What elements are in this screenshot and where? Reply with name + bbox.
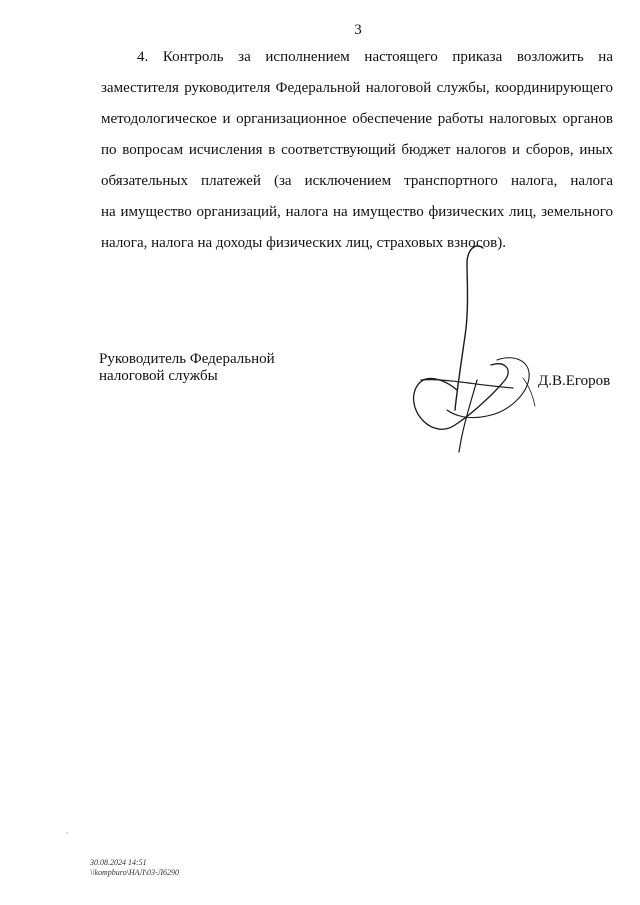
paragraph-line: налога, налога на доходы физических лиц, страховых взносов). xyxy=(101,235,506,251)
paragraph-line: на имущество организаций, налога на имущество физических лиц, земельного xyxy=(101,204,613,220)
signatory-title-line: Руководитель Федеральной xyxy=(99,351,275,367)
document-footer xyxy=(90,858,179,878)
signatory-name: Д.В.Егоров xyxy=(538,373,611,389)
paragraph-line: обязательных платежей (за исключением транспортного налога, налога xyxy=(101,173,613,189)
paragraph-line: 4. Контроль за исполнением настоящего приказа возложить на xyxy=(137,49,613,65)
handwritten-signature xyxy=(405,240,545,455)
footer-timestamp: 30.08.2024 14:51 xyxy=(90,858,147,867)
paragraph-line: методологическое и организационное обеспечение работы налоговых органов xyxy=(101,111,613,127)
paragraph-line: заместителя руководителя Федеральной налоговой службы, координирующего xyxy=(101,80,613,96)
signatory-title-line: налоговой службы xyxy=(99,368,218,384)
footer-file-path: \\kompburo\НАЛ\03-Л6290 xyxy=(90,868,180,877)
signatory-title xyxy=(99,351,275,385)
paragraph-item-4 xyxy=(101,42,613,259)
paragraph-line: по вопросам исчисления в соответствующий бюджет налогов и сборов, иных xyxy=(101,142,613,158)
page-number: 3 xyxy=(354,22,362,38)
scan-speck xyxy=(66,832,68,834)
